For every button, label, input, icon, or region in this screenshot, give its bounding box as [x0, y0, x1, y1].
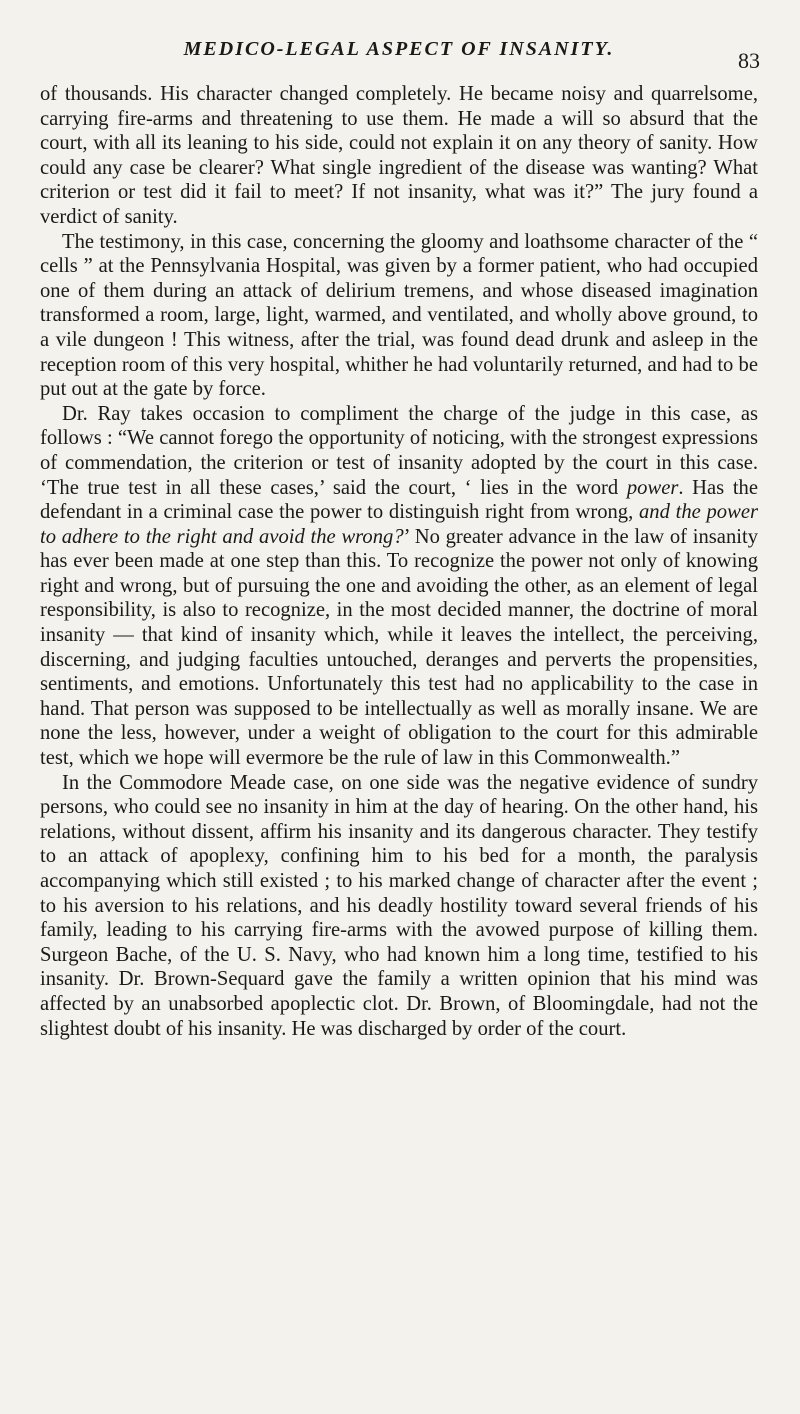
italic-text: and the power to adhere to the right and avoid the wrong? — [40, 501, 758, 548]
paragraph-text: The testimony, in this case, concerning the gloomy and loathsome character of the “ cells ” at the Pennsylvania Hospital, was given by a former patient, who had occupied one of them during an attack of delirium tremens, and whose diseased imagination transformed a room, large, light, warmed, and ventilated, and wholly above ground, to a vile dungeon ! This witness, after the trial, was found dead drunk and asleep in the reception room of this very hospital, whither he had voluntarily returned, and had to be put out at the gate by force. — [40, 230, 758, 401]
paragraph — [40, 230, 758, 402]
paragraph-text: Dr. Ray takes occasion to compliment the charge of the judge in this case, as follows : “We cannot forego the opportunity of noticing, with the strongest expressions of commendation, the criterion or test of insanity adopted by the court in this case. ‘The true test in all these cases,’ said the court, ‘ lies in the word — [40, 402, 758, 499]
running-head — [40, 38, 758, 82]
book-page — [40, 38, 758, 1041]
italic-text: power — [626, 476, 679, 499]
page-number: 83 — [738, 48, 760, 73]
paragraph-text: In the Commodore Meade case, on one side was the negative evidence of sundry persons, who could see no insanity in him at the day of hearing. On the other hand, his relations, without dissent, affirm his insanity and its dangerous character. They testify to an attack of apoplexy, confining him to his bed for a month, the paralysis accompanying which still existed ; to his marked change of character after the event ; to his aversion to his relations, and his deadly hostility toward several friends of his family, leading to his carrying fire-arms with the avowed purpose of killing them. Surgeon Bache, of the U. S. Navy, who had known him a long time, testified to his insanity. Dr. Brown-Sequard gave the family a written opinion that his mind was affected by an unabsorbed apoplectic clot. Dr. Brown, of Bloomingdale, had not the slightest doubt of his insanity. He was discharged by order of the court. — [40, 771, 758, 1040]
running-head-title: MEDICO-LEGAL ASPECT OF INSANITY. — [183, 38, 615, 60]
body-text — [40, 82, 758, 1041]
paragraph-text: ’ No greater advance in the law of insanity has ever been made at one step than this. To recognize the power not only of knowing right and wrong, but of pursuing the one and avoiding the other, as an element of legal responsibility, is also to recognize, in the most decided manner, the doctrine of moral insanity — that kind of insanity which, while it leaves the intellect, the perceiving, discerning, and judging faculties untouched, deranges and perverts the propensities, sentiments, and emotions. Unfortunately this test had no applicability to the case in hand. That person was supposed to be intellectually as well as morally insane. We are none the less, however, under a weight of obligation to the court for this admirable test, which we hope will evermore be the rule of law in this Commonwealth.” — [40, 525, 758, 770]
paragraph-text: . Has the defendant in a criminal case the power to distinguish right from wrong, — [40, 476, 758, 524]
paragraph — [40, 402, 758, 771]
paragraph — [40, 771, 758, 1042]
paragraph — [40, 82, 758, 230]
paragraph-text: of thousands. His character changed completely. He became noisy and quarrelsome, carrying fire-arms and threatening to use them. He made a will so absurd that the court, with all its leaning to his side, could not explain it on any theory of sanity. How could any case be clearer? What single ingredient of the disease was wanting? What criterion or test did it fail to meet? If not insanity, what was it?” The jury found a verdict of sanity. — [40, 83, 758, 228]
